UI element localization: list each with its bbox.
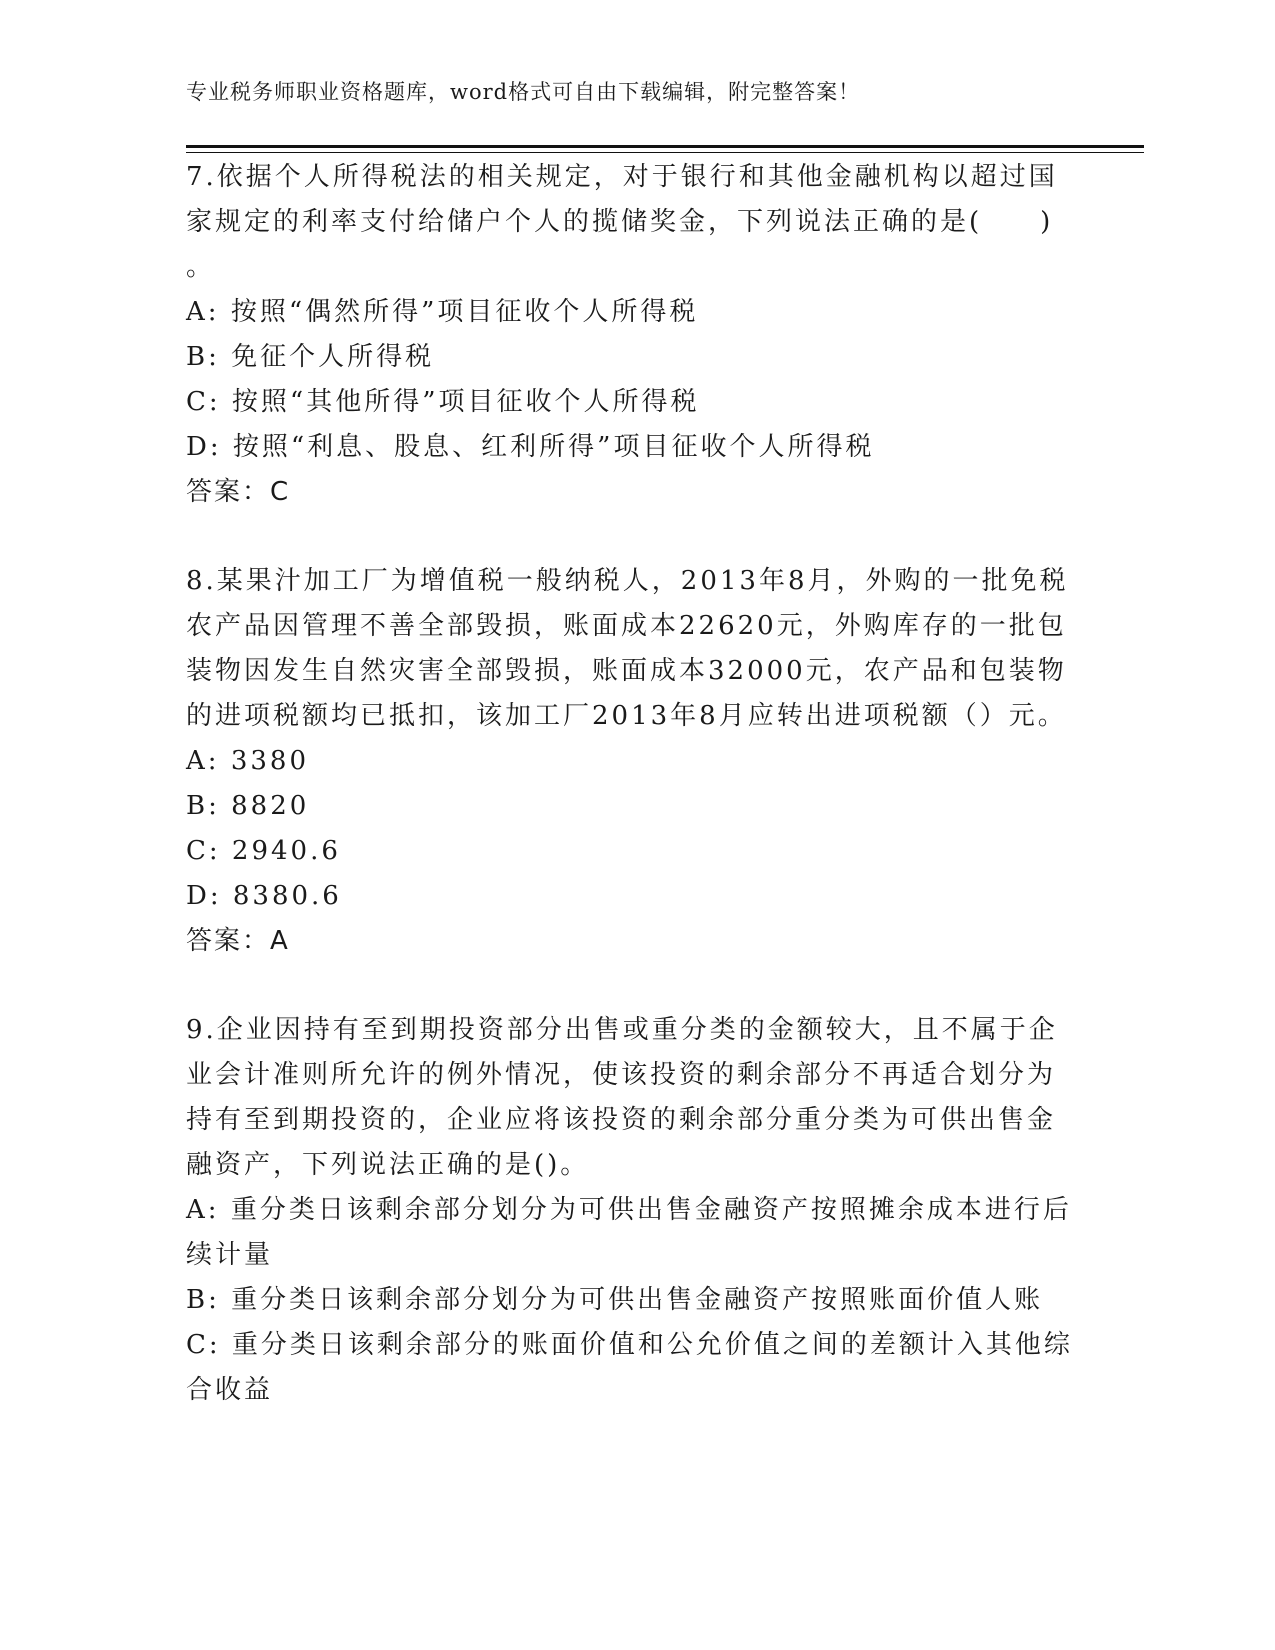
answer-label: 答案：C	[186, 477, 291, 507]
question-stem-line: 8.某果汁加工厂为增值税一般纳税人，2013年8月，外购的一批免税	[186, 566, 1069, 596]
option-key: A:	[186, 746, 220, 776]
option-c	[186, 1323, 1086, 1413]
option-text: 按照“其他所得”项目征收个人所得税	[231, 387, 700, 417]
option-text: 重分类日该剩余部分的账面价值和公允价值之间的差额计入其他综	[231, 1330, 1073, 1360]
option-text: 2940.6	[231, 836, 341, 866]
option-key: C:	[186, 1330, 221, 1360]
question-list	[186, 155, 1086, 1413]
option-d	[186, 874, 1086, 919]
option-text: 8380.6	[232, 881, 342, 911]
page-header: 专业税务师职业资格题库，word格式可自由下载编辑，附完整答案！	[186, 80, 861, 104]
option-key: B:	[186, 1285, 220, 1315]
question-stem-line: 持有至到期投资的，企业应将该投资的剩余部分重分类为可供出售金	[186, 1105, 1057, 1135]
question-stem-line: 7.依据个人所得税法的相关规定，对于银行和其他金融机构以超过国	[186, 162, 1058, 192]
option-text: 8820	[231, 791, 310, 821]
question-stem-line: 家规定的利率支付给储户个人的揽储奖金，下列说法正确的是( )	[186, 207, 1054, 237]
answer-label: 答案：A	[186, 926, 290, 956]
option-key: B:	[186, 791, 220, 821]
option-b	[186, 784, 1086, 829]
option-text-continued: 合收益	[186, 1375, 274, 1405]
question-stem-line: 业会计准则所允许的例外情况，使该投资的剩余部分不再适合划分为	[186, 1060, 1057, 1090]
option-c	[186, 380, 1086, 425]
option-text: 按照“利息、股息、红利所得”项目征收个人所得税	[232, 432, 875, 462]
question-stem-line: 9.企业因持有至到期投资部分出售或重分类的金额较大，且不属于企	[186, 1015, 1058, 1045]
option-key: A:	[186, 1195, 220, 1225]
option-b	[186, 335, 1086, 380]
question-stem-line: 的进项税额均已抵扣，该加工厂2013年8月应转出进项税额（）元。	[186, 701, 1067, 731]
option-key: D:	[186, 432, 222, 462]
option-text: 重分类日该剩余部分划分为可供出售金融资产按照摊余成本进行后	[230, 1195, 1072, 1225]
option-key: C:	[186, 387, 221, 417]
option-text: 重分类日该剩余部分划分为可供出售金融资产按照账面价值人账	[231, 1285, 1044, 1315]
option-key: D:	[186, 881, 222, 911]
option-line	[186, 1188, 1086, 1233]
option-text-continued: 续计量	[186, 1240, 274, 1270]
option-d	[186, 425, 1086, 470]
option-a	[186, 290, 1086, 335]
question-stem-line: 装物因发生自然灾害全部毁损，账面成本32000元，农产品和包装物	[186, 656, 1067, 686]
question-stem-line: 农产品因管理不善全部毁损，账面成本22620元，外购库存的一批包	[186, 611, 1067, 641]
option-key: C:	[186, 836, 221, 866]
option-key: A:	[186, 297, 220, 327]
header-rule-thin	[186, 152, 1144, 153]
option-c	[186, 829, 1086, 874]
question-7	[186, 155, 1086, 515]
option-line	[186, 1323, 1086, 1368]
option-a	[186, 739, 1086, 784]
option-a	[186, 1188, 1086, 1278]
option-key: B:	[186, 342, 220, 372]
question-9	[186, 1008, 1086, 1413]
option-text: 免征个人所得税	[231, 342, 435, 372]
question-stem-line: 融资产，下列说法正确的是()。	[186, 1150, 590, 1180]
question-8	[186, 559, 1086, 964]
option-text: 按照“偶然所得”项目征收个人所得税	[230, 297, 699, 327]
question-stem-line: 。	[186, 252, 216, 282]
option-b	[186, 1278, 1086, 1323]
option-text: 3380	[230, 746, 309, 776]
header-rule-thick	[186, 145, 1144, 148]
